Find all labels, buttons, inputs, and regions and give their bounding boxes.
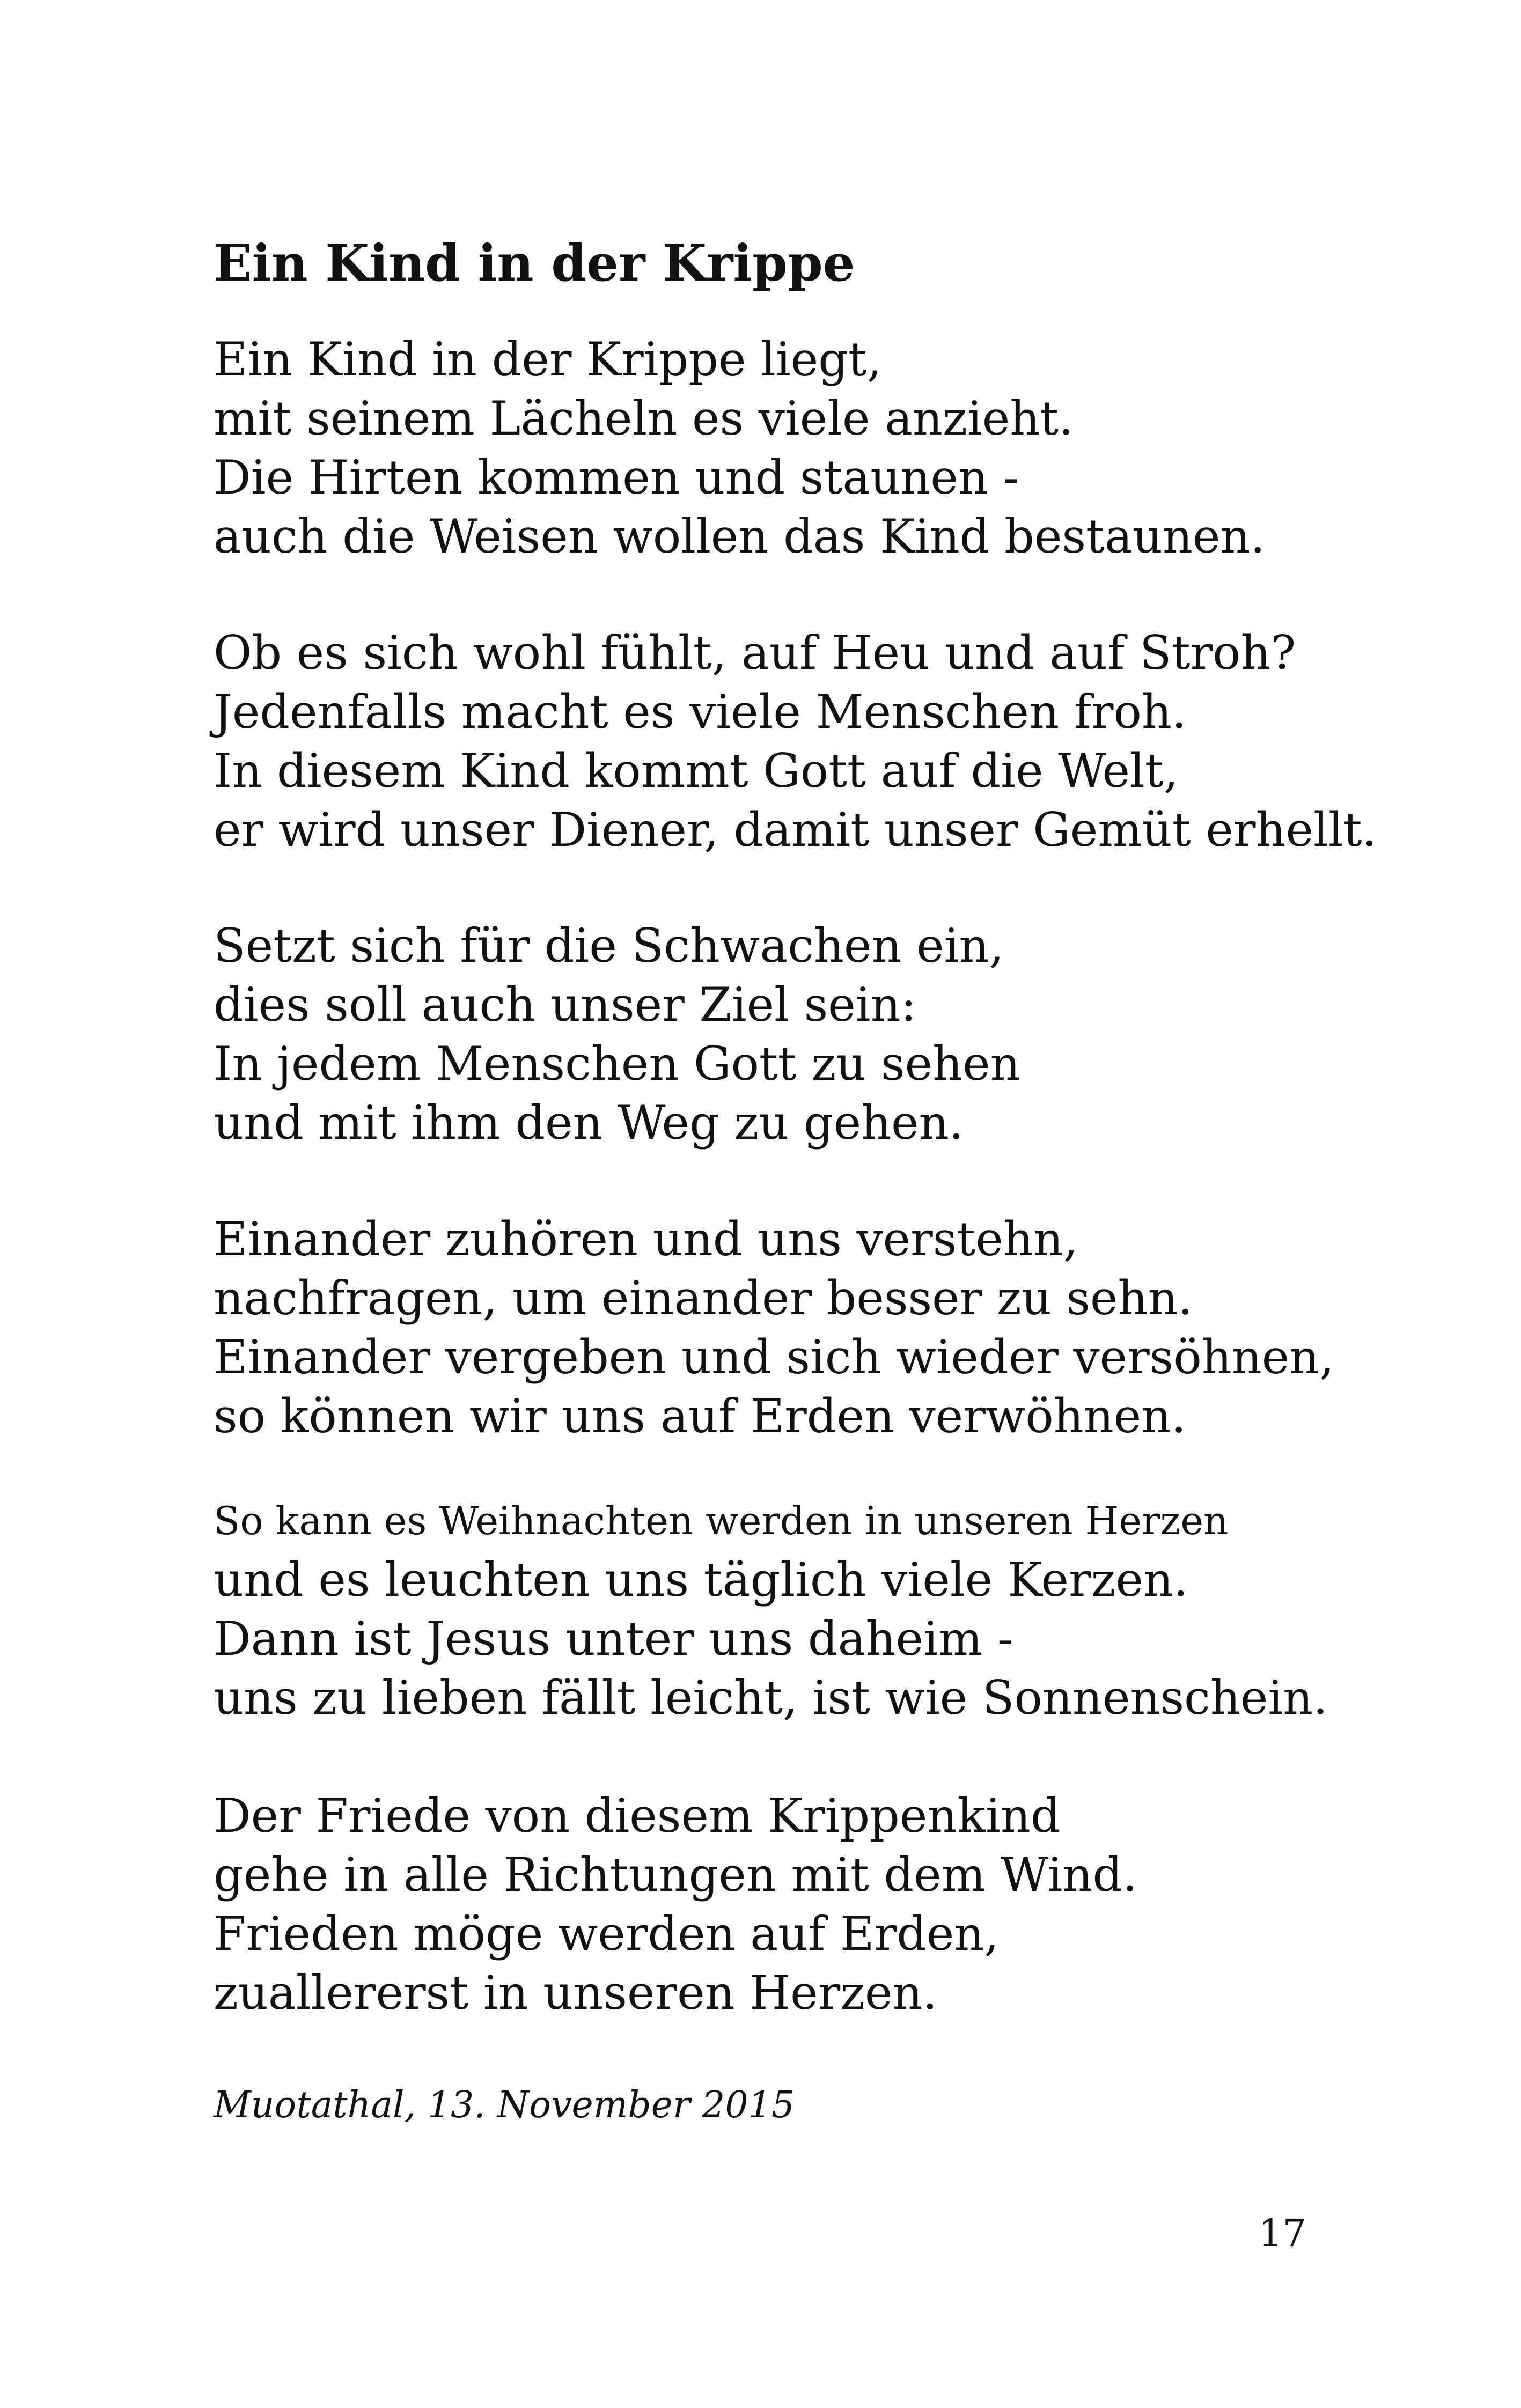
stanza xyxy=(214,1491,1328,1727)
poem-title: Ein Kind in der Krippe xyxy=(214,234,855,293)
poem-line: gehe in alle Richtungen mit dem Wind. xyxy=(214,1847,1137,1902)
poem-line: Dann ist Jesus unter uns daheim - xyxy=(214,1611,1013,1666)
poem-line: Jedenfalls macht es viele Menschen froh. xyxy=(214,684,1187,739)
poem-line: auch die Weisen wollen das Kind bestaunen. xyxy=(214,509,1266,564)
poem-line: So kann es Weihnachten werden in unseren Herzen xyxy=(214,1498,1229,1543)
poem-line: er wird unser Diener, damit unser Gemüt erhellt. xyxy=(214,802,1377,857)
poem-line: Die Hirten kommen und staunen - xyxy=(214,450,1019,505)
poem-line: und mit ihm den Weg zu gehen. xyxy=(214,1095,964,1150)
stanza xyxy=(214,1210,1334,1446)
poem-line: In jedem Menschen Gott zu sehen xyxy=(214,1036,1020,1091)
poem-line: Ein Kind in der Krippe liegt, xyxy=(214,332,882,387)
stanza xyxy=(214,330,1265,566)
poem-line: Ob es sich wohl fühlt, auf Heu und auf Stroh? xyxy=(214,625,1296,680)
poem-line: nachfragen, um einander besser zu sehn. xyxy=(214,1271,1193,1325)
poem-line: Frieden möge werden auf Erden, xyxy=(214,1906,999,1961)
poem-line: In diesem Kind kommt Gott auf die Welt, xyxy=(214,743,1179,798)
stanza xyxy=(214,623,1377,859)
poem-line: Einander vergeben und sich wieder versöhnen, xyxy=(214,1330,1334,1385)
poem-line: mit seinem Lächeln es viele anzieht. xyxy=(214,391,1074,446)
page-number: 17 xyxy=(1258,2211,1306,2255)
poem-line: zuallererst in unseren Herzen. xyxy=(214,1965,938,2020)
poem-line: und es leuchten uns täglich viele Kerzen. xyxy=(214,1552,1188,1607)
stanza xyxy=(214,1786,1137,2022)
poem-line: Setzt sich für die Schwachen ein, xyxy=(214,918,1004,973)
poem-line: so können wir uns auf Erden verwöhnen. xyxy=(214,1389,1186,1444)
poem-line: uns zu lieben fällt leicht, ist wie Sonnenschein. xyxy=(214,1670,1328,1725)
poem-signature: Muotathal, 13. November 2015 xyxy=(214,2084,795,2126)
stanza xyxy=(214,916,1020,1152)
poem-line: dies soll auch unser Ziel sein: xyxy=(214,977,916,1032)
poem-line: Der Friede von diesem Krippenkind xyxy=(214,1788,1061,1843)
poem-line: Einander zuhören und uns verstehn, xyxy=(214,1212,1078,1266)
